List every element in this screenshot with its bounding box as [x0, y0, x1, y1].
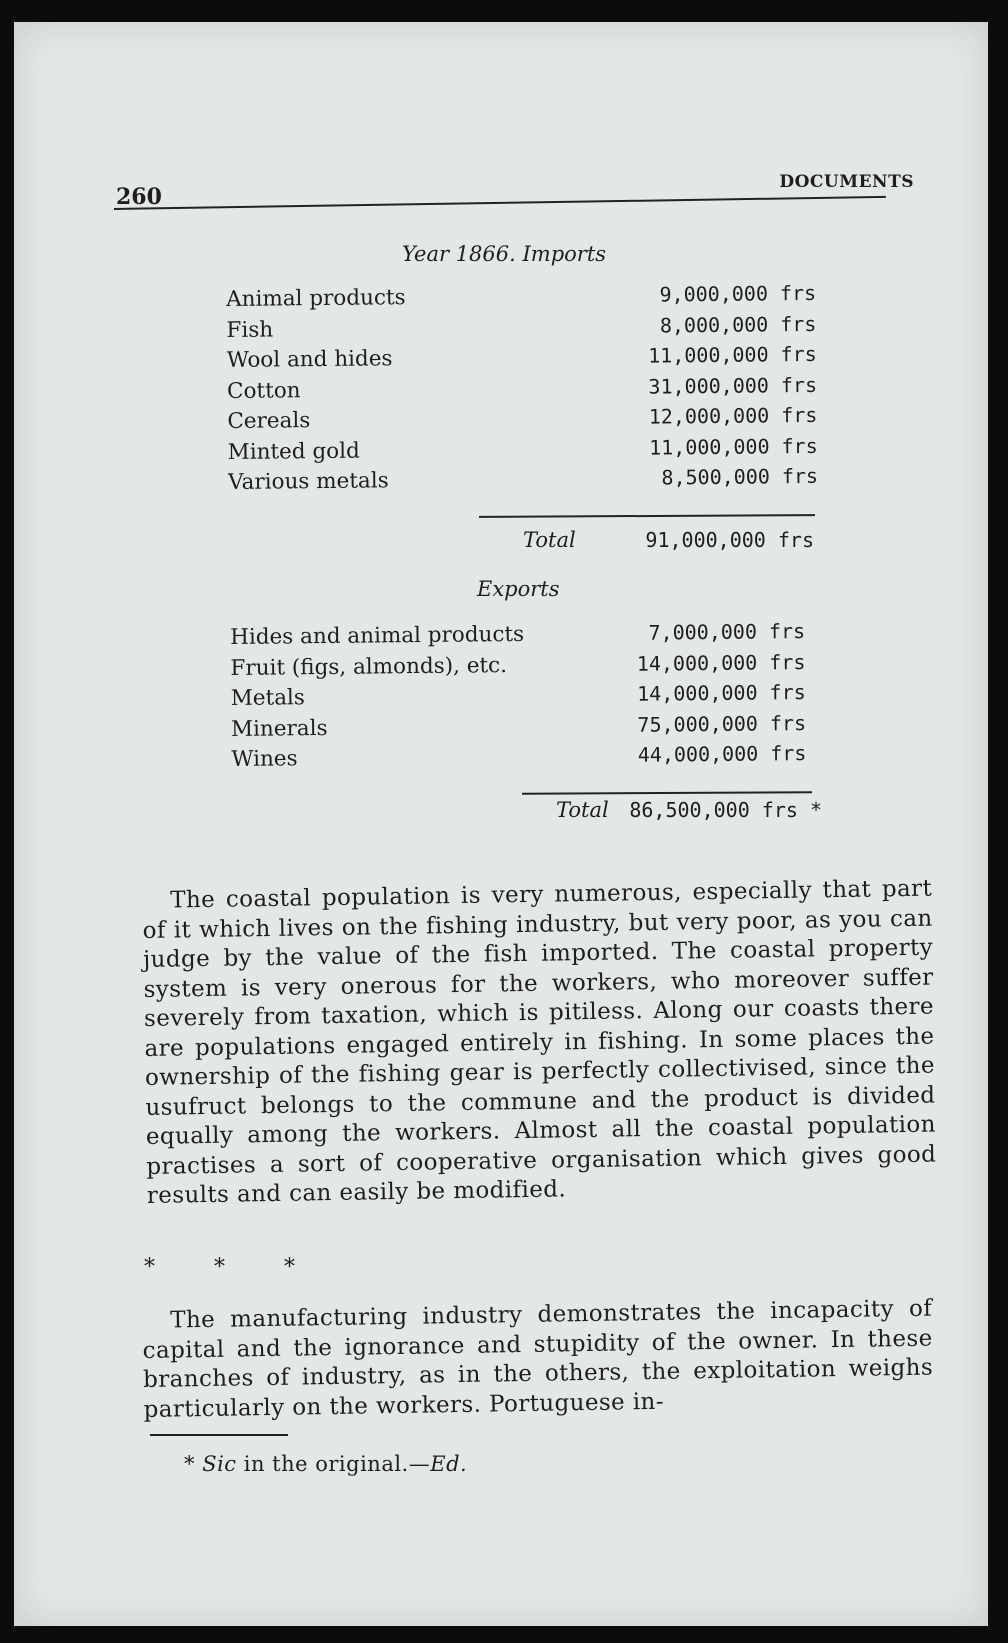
paragraph-text: The coastal population is very numerous, especially that part of it which lives on the fishing industry, but very poor, as you can judge by the value of the fish imported. The coastal property system is very onerous for the workers, who moreover suffer severely from taxation, which is pitiless. Along our coasts there are populations engaged entirely in fishing. In some places the ownership of the fishing gear is perfectly collectivised, since the usufruct belongs to the commune and the product is divided equally among the workers. Almost all the coastal population practises a sort of cooperative organisation which gives good results and can easily be modified. [142, 875, 937, 1209]
row-value: 12,000,000 frs [648, 402, 818, 429]
running-header: DOCUMENTS [779, 172, 914, 192]
row-value: 8,000,000 frs [659, 311, 817, 337]
row-label: Metals [230, 685, 306, 711]
row-value: 14,000,000 frs [637, 679, 806, 706]
footnote-marker: * [184, 1452, 195, 1476]
footnote-editor: Ed. [430, 1452, 468, 1476]
row-value: 14,000,000 frs [636, 649, 806, 676]
exports-total-rule [522, 791, 812, 795]
total-label: Total [556, 798, 609, 822]
paragraph-text: The manufacturing industry demonstrates the incapacity of capital and the ignorance and stupidity of the owner. In these branches of industry, as in the others, the exploitation weighs particularly on the workers. Portuguese in- [142, 1295, 934, 1423]
row-value: 11,000,000 frs [648, 341, 817, 368]
page-number: 260 [116, 184, 162, 210]
footnote-text: in the original.— [243, 1452, 431, 1476]
exports-title: Exports [477, 577, 560, 601]
total-value: 86,500,000 frs * [629, 798, 822, 822]
imports-table [226, 281, 818, 501]
row-value: 11,000,000 frs [648, 433, 818, 460]
footnote-sic: Sic [202, 1452, 237, 1476]
body-paragraph [142, 875, 937, 1212]
imports-title: Year 1866. Imports [402, 242, 607, 266]
row-label: Minted gold [227, 438, 360, 465]
row-label: Cereals [227, 408, 311, 434]
row-value: 31,000,000 frs [648, 372, 818, 399]
row-label: Hides and animal products [230, 621, 525, 650]
row-value: 44,000,000 frs [637, 740, 807, 767]
row-label: Various metals [227, 468, 389, 495]
section-separator: * * * [144, 1255, 321, 1280]
body-paragraph [142, 1295, 934, 1425]
row-label: Fish [226, 317, 274, 343]
page-content [14, 22, 988, 1626]
row-value: 75,000,000 frs [637, 710, 807, 737]
row-label: Wool and hides [226, 346, 393, 373]
row-label: Minerals [230, 715, 328, 742]
page-sheet [14, 22, 988, 1626]
row-label: Wines [231, 746, 298, 772]
total-label: Total [523, 528, 576, 552]
header-rule [114, 196, 886, 210]
table-row [228, 464, 818, 501]
row-label: Animal products [226, 285, 406, 312]
total-value: 91,000,000 frs [645, 528, 814, 552]
footnote-rule [150, 1434, 288, 1436]
table-row [231, 741, 806, 778]
exports-table [230, 619, 807, 778]
row-label: Cotton [226, 377, 301, 404]
row-value: 8,500,000 frs [661, 463, 819, 490]
imports-total-rule [479, 514, 815, 518]
row-label: Fruit (figs, almonds), etc. [230, 652, 508, 681]
row-value: 9,000,000 frs [659, 280, 817, 307]
row-value: 7,000,000 frs [648, 618, 806, 645]
footnote [184, 1452, 467, 1476]
